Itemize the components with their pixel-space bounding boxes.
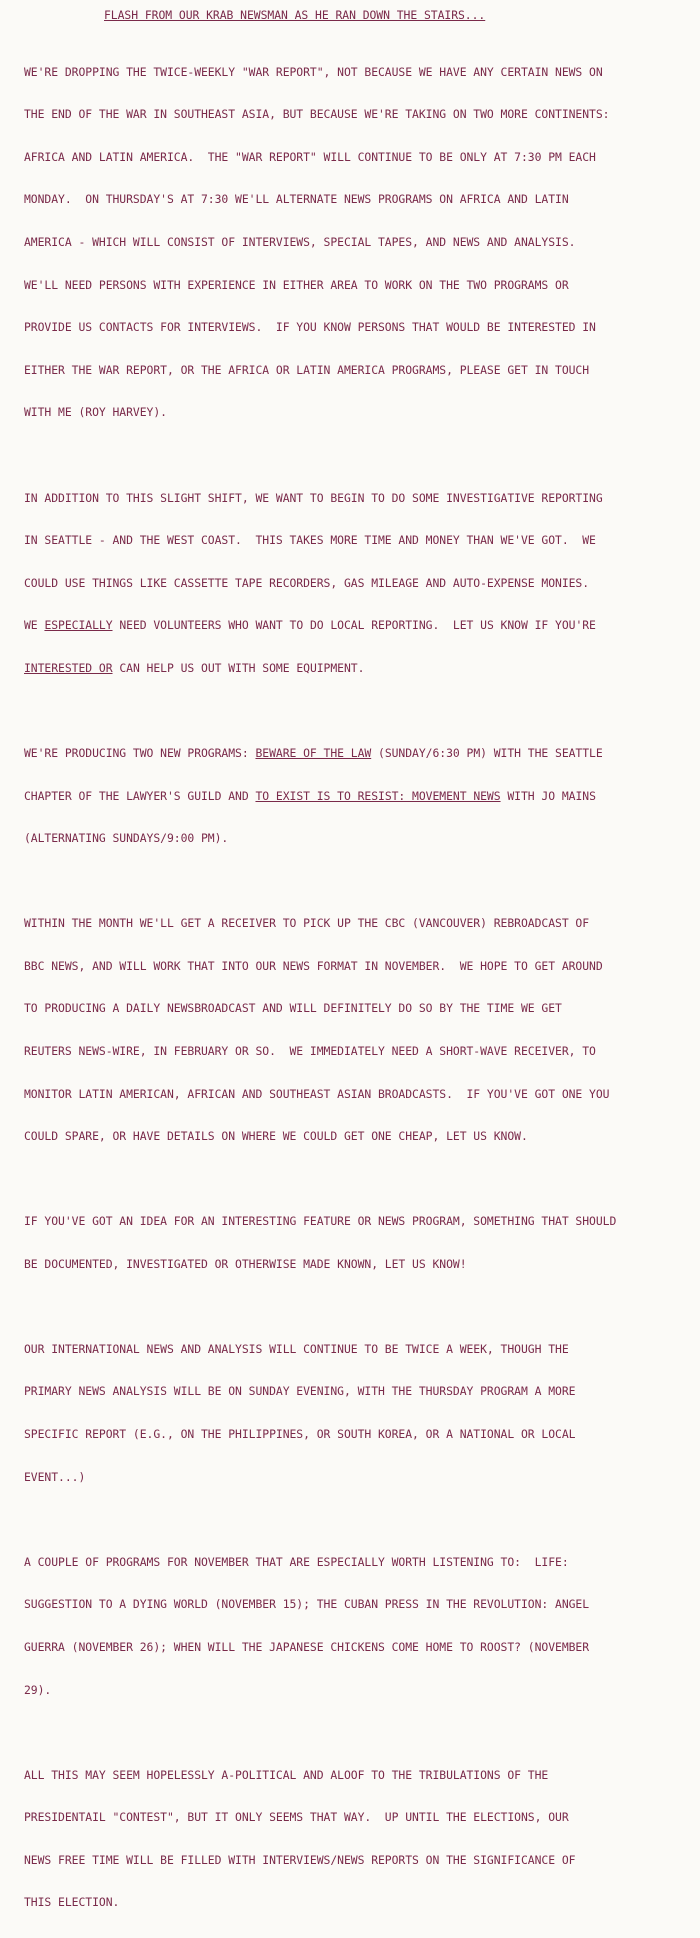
text-line: A COUPLE OF PROGRAMS FOR NOVEMBER THAT ARE ESPECIALLY WORTH LISTENING TO: LIFE: xyxy=(24,1554,569,1569)
text-line xyxy=(24,789,682,803)
paragraph-war-report xyxy=(24,36,682,448)
text-segment: CAN HELP US OUT WITH SOME EQUIPMENT. xyxy=(112,660,365,675)
text-line xyxy=(24,746,682,760)
text-line: WE'RE DROPPING THE TWICE-WEEKLY "WAR REPORT", NOT BECAUSE WE HAVE ANY CERTAIN NEWS ON xyxy=(24,64,603,79)
text-segment: WE'RE PRODUCING TWO NEW PROGRAMS: xyxy=(24,745,256,760)
program-title: TO EXIST IS TO RESIST: MOVEMENT NEWS xyxy=(255,788,501,803)
text-line: MONDAY. ON THURSDAY'S AT 7:30 WE'LL ALTERNATE NEWS PROGRAMS ON AFRICA AND LATIN xyxy=(24,192,569,207)
text-line: MONITOR LATIN AMERICAN, AFRICAN AND SOUTHEAST ASIAN BROADCASTS. IF YOU'VE GOT ONE YOU xyxy=(24,1086,610,1101)
text-line: GUERRA (NOVEMBER 26); WHEN WILL THE JAPANESE CHICKENS COME HOME TO ROOST? (NOVEMBER xyxy=(24,1639,590,1654)
text-line: PRESIDENTAIL "CONTEST", BUT IT ONLY SEEMS THAT WAY. UP UNTIL THE ELECTIONS, OUR xyxy=(24,1810,569,1825)
text-segment: (SUNDAY/6:30 PM) WITH THE SEATTLE xyxy=(371,745,603,760)
text-line: SUGGESTION TO A DYING WORLD (NOVEMBER 15); THE CUBAN PRESS IN THE REVOLUTION: ANGEL xyxy=(24,1597,590,1612)
text-line: OUR INTERNATIONAL NEWS AND ANALYSIS WILL CONTINUE TO BE TWICE A WEEK, THOUGH THE xyxy=(24,1341,569,1356)
underlined-text: INTERESTED OR xyxy=(24,660,113,675)
paragraph-investigative xyxy=(24,462,682,703)
text-segment: NEED VOLUNTEERS WHO WANT TO DO LOCAL REPORTING. LET US KNOW IF YOU'RE xyxy=(112,618,596,633)
text-line: PROVIDE US CONTACTS FOR INTERVIEWS. IF YOU KNOW PERSONS THAT WOULD BE INTERESTED IN xyxy=(24,320,596,335)
text-line: WE'LL NEED PERSONS WITH EXPERIENCE IN EITHER AREA TO WORK ON THE TWO PROGRAMS OR xyxy=(24,277,569,292)
text-line: TO PRODUCING A DAILY NEWSBROADCAST AND WILL DEFINITELY DO SO BY THE TIME WE GET xyxy=(24,1001,562,1016)
text-line: 29). xyxy=(24,1682,52,1697)
text-line: AFRICA AND LATIN AMERICA. THE "WAR REPORT" WILL CONTINUE TO BE ONLY AT 7:30 PM EACH xyxy=(24,149,596,164)
text-line: PRIMARY NEWS ANALYSIS WILL BE ON SUNDAY EVENING, WITH THE THURSDAY PROGRAM A MORE xyxy=(24,1384,576,1399)
text-line: THE END OF THE WAR IN SOUTHEAST ASIA, BUT BECAUSE WE'RE TAKING ON TWO MORE CONTINENTS: xyxy=(24,107,610,122)
text-line: NEWS FREE TIME WILL BE FILLED WITH INTERVIEWS/NEWS REPORTS ON THE SIGNIFICANCE OF xyxy=(24,1852,576,1867)
text-line: SPECIFIC REPORT (E.G., ON THE PHILIPPINES, OR SOUTH KOREA, OR A NATIONAL OR LOCAL xyxy=(24,1427,576,1442)
text-line: COULD USE THINGS LIKE CASSETTE TAPE RECORDERS, GAS MILEAGE AND AUTO-EXPENSE MONIES. xyxy=(24,575,590,590)
text-line: WITH ME (ROY HARVEY). xyxy=(24,405,167,420)
text-line: THIS ELECTION. xyxy=(24,1895,120,1910)
text-segment: CHAPTER OF THE LAWYER'S GUILD AND xyxy=(24,788,256,803)
text-line: IN SEATTLE - AND THE WEST COAST. THIS TAKES MORE TIME AND MONEY THAN WE'VE GOT. WE xyxy=(24,533,596,548)
text-line: ALL THIS MAY SEEM HOPELESSLY A-POLITICAL AND ALOOF TO THE TRIBULATIONS OF THE xyxy=(24,1767,549,1782)
paragraph-november-programs xyxy=(24,1526,682,1725)
text-line xyxy=(24,661,682,675)
paragraph-ideas xyxy=(24,1186,682,1300)
text-line: WITHIN THE MONTH WE'LL GET A RECEIVER TO PICK UP THE CBC (VANCOUVER) REBROADCAST OF xyxy=(24,916,590,931)
text-line: REUTERS NEWS-WIRE, IN FEBRUARY OR SO. WE IMMEDIATELY NEED A SHORT-WAVE RECEIVER, TO xyxy=(24,1044,596,1059)
text-line: IF YOU'VE GOT AN IDEA FOR AN INTERESTING FEATURE OR NEWS PROGRAM, SOMETHING THAT SHOULD xyxy=(24,1214,617,1229)
paragraph-international-news xyxy=(24,1313,682,1512)
text-line: (ALTERNATING SUNDAYS/9:00 PM). xyxy=(24,831,229,846)
paragraph-new-programs xyxy=(24,718,682,874)
text-line: BBC NEWS, AND WILL WORK THAT INTO OUR NEWS FORMAT IN NOVEMBER. WE HOPE TO GET AROUND xyxy=(24,958,603,973)
text-line: AMERICA - WHICH WILL CONSIST OF INTERVIEWS, SPECIAL TAPES, AND NEWS AND ANALYSIS. xyxy=(24,235,576,250)
program-title: BEWARE OF THE LAW xyxy=(255,745,372,760)
text-line xyxy=(24,618,682,632)
paragraph-receiver xyxy=(24,888,682,1172)
text-segment: WE xyxy=(24,618,45,633)
headline: FLASH FROM OUR KRAB NEWSMAN AS HE RAN DOWN THE STAIRS... xyxy=(104,8,486,22)
paragraph-election xyxy=(24,1739,682,1938)
text-line: IN ADDITION TO THIS SLIGHT SHIFT, WE WANT TO BEGIN TO DO SOME INVESTIGATIVE REPORTING xyxy=(24,490,603,505)
underlined-text: ESPECIALLY xyxy=(44,618,113,633)
text-segment: WITH JO MAINS xyxy=(500,788,596,803)
text-line: EVENT...) xyxy=(24,1469,86,1484)
text-line: COULD SPARE, OR HAVE DETAILS ON WHERE WE COULD GET ONE CHEAP, LET US KNOW. xyxy=(24,1129,528,1144)
text-line: BE DOCUMENTED, INVESTIGATED OR OTHERWISE MADE KNOWN, LET US KNOW! xyxy=(24,1256,467,1271)
text-line: EITHER THE WAR REPORT, OR THE AFRICA OR LATIN AMERICA PROGRAMS, PLEASE GET IN TOUCH xyxy=(24,362,590,377)
